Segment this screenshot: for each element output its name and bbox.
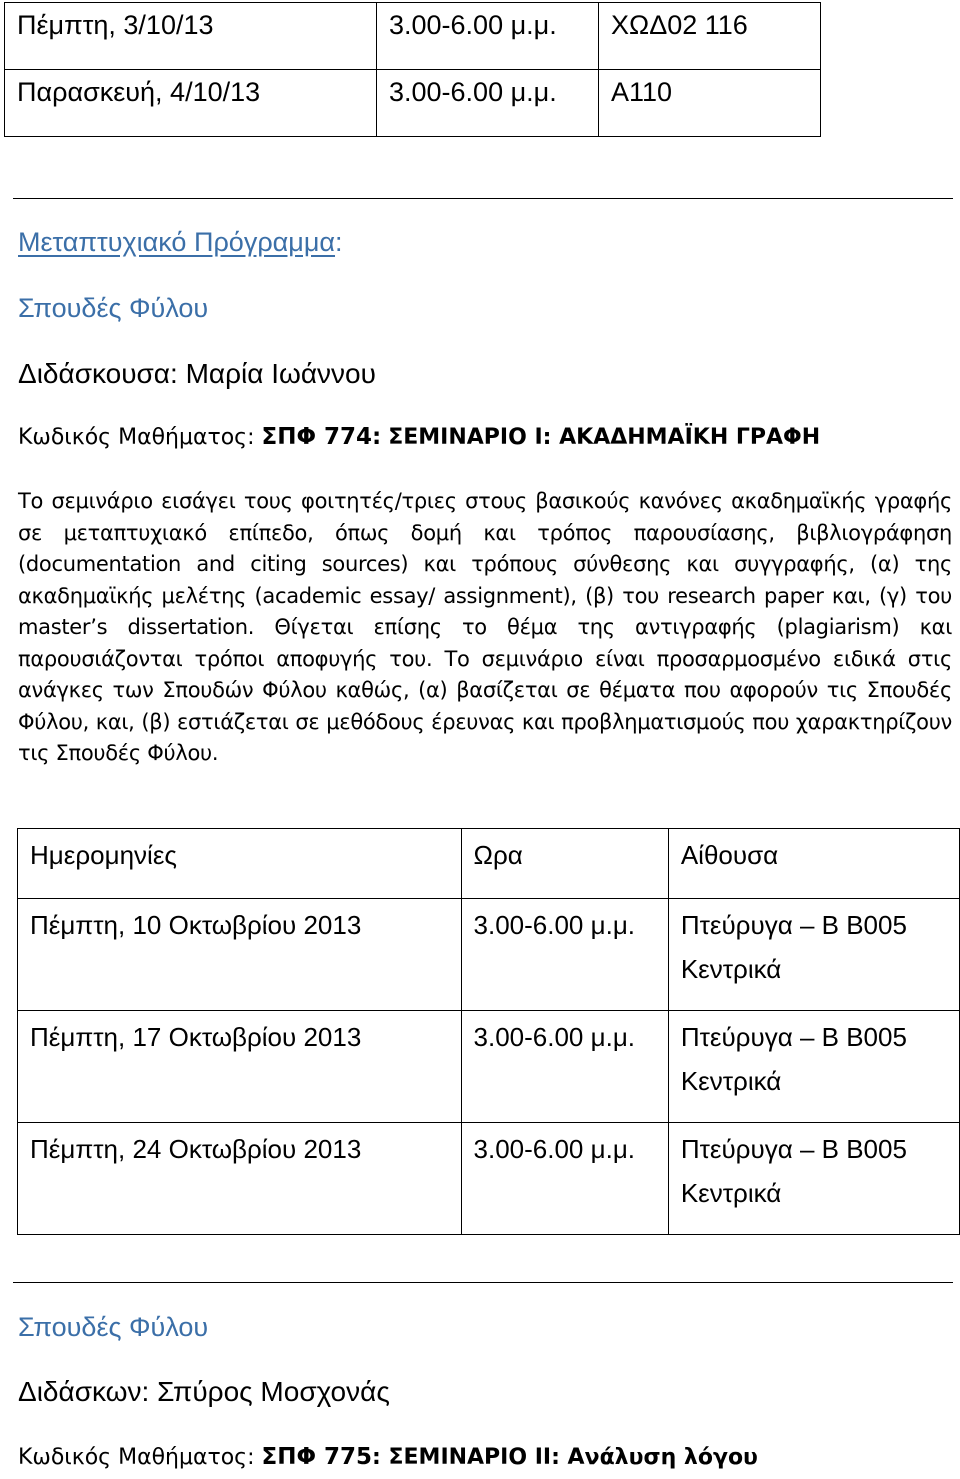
table-row	[18, 899, 960, 1011]
room-line2: Κεντρικά	[680, 1066, 782, 1096]
schedule-day: Παρασκευή, 4/10/13	[5, 70, 377, 137]
row-date: Πέμπτη, 17 Οκτωβρίου 2013	[18, 1011, 462, 1123]
instructor-name: Μαρία Ιωάννου	[185, 358, 376, 389]
row-time: 3.00-6.00 μ.μ.	[461, 899, 668, 1011]
instructor-label: Διδάσκων:	[18, 1376, 150, 1407]
row-date: Πέμπτη, 24 Οκτωβρίου 2013	[18, 1123, 462, 1235]
top-schedule-table	[4, 2, 821, 137]
room-line2: Κεντρικά	[680, 1178, 782, 1208]
schedule-room: Α110	[599, 70, 821, 137]
instructor-name: Σπύρος Μοσχονάς	[157, 1376, 390, 1407]
course-title: : ΣΕΜΙΝΑΡΙΟ ΙΙ: Ανάλυση λόγου	[372, 1445, 758, 1470]
header-room: Αίθουσα	[668, 829, 959, 899]
course-code-label: Κωδικός Μαθήματος:	[18, 425, 255, 450]
schedule-day: Πέμπτη, 3/10/13	[5, 3, 377, 70]
schedule-time: 3.00-6.00 μ.μ.	[377, 70, 599, 137]
header-time: Ωρα	[461, 829, 668, 899]
course1-code-line	[18, 424, 820, 450]
instructor-label: Διδάσκουσα:	[18, 358, 178, 389]
course-code-label: Κωδικός Μαθήματος:	[18, 1445, 255, 1470]
course2-program-name: Σπουδές Φύλου	[18, 1312, 209, 1342]
course1-description: Το σεμινάριο εισάγει τους φοιτητές/τριες στους βασικούς κανόνες ακαδημαϊκής γραφής σε μεταπτυχιακό επίπεδο, όπως δομή και τρόπος παρουσίασης, βιβλιογράφηση (documentation and citing sources) και τρόπους σύνθεσης και συγγραφής, (α) της ακαδημαϊκής μελέτης (academic essay/ assignment), (β) του research paper και, (γ) του master’s dissertation. Θίγεται επίσης το θέμα της αντιγραφής (plagiarism) και παρουσιάζονται τρόποι αποφυγής του. Το σεμινάριο είναι προσαρμοσμένο ειδικά στις ανάγκες των Σπουδών Φύλου καθώς, (α) βασίζεται σε θέματα που αφορούν τις Σπουδές Φύλου, και, (β) εστιάζεται σε μεθόδους έρευνας και προβληματισμούς που χαρακτηρίζουν τις Σπουδές Φύλου.	[18, 489, 952, 765]
room-line1: Πτεύρυγα – Β Β005	[680, 1022, 907, 1052]
course-code: ΣΠΦ 774:	[261, 424, 382, 450]
row-room	[668, 899, 959, 1011]
room-line1: Πτεύρυγα – Β Β005	[680, 1134, 907, 1164]
table-header-row	[18, 829, 960, 899]
header-date: Ημερομηνίες	[18, 829, 462, 899]
divider	[13, 1282, 953, 1283]
dates-table	[17, 828, 960, 1235]
row-time: 3.00-6.00 μ.μ.	[461, 1123, 668, 1235]
course2-code-line	[18, 1444, 758, 1470]
course1-program-name: Σπουδές Φύλου	[18, 293, 209, 323]
schedule-room: ΧΩΔ02 116	[599, 3, 821, 70]
row-room	[668, 1123, 959, 1235]
program-heading	[18, 227, 343, 258]
row-time: 3.00-6.00 μ.μ.	[461, 1011, 668, 1123]
table-row	[18, 1011, 960, 1123]
schedule-time: 3.00-6.00 μ.μ.	[377, 3, 599, 70]
program-label: Μεταπτυχιακό Πρόγραμμα	[18, 227, 336, 257]
table-row	[5, 3, 821, 70]
program-colon: :	[335, 227, 343, 257]
course1-instructor	[18, 358, 376, 390]
table-row	[18, 1123, 960, 1235]
divider	[13, 198, 953, 199]
room-line2: Κεντρικά	[680, 954, 782, 984]
course-code: ΣΠΦ 775	[261, 1444, 373, 1470]
course2-instructor	[18, 1376, 390, 1408]
row-date: Πέμπτη, 10 Οκτωβρίου 2013	[18, 899, 462, 1011]
course-title: ΣΕΜΙΝΑΡΙΟ Ι: ΑΚΑΔΗΜΑΪΚΗ ΓΡΑΦΗ	[388, 425, 821, 450]
table-row	[5, 70, 821, 137]
row-room	[668, 1011, 959, 1123]
room-line1: Πτεύρυγα – Β Β005	[680, 910, 907, 940]
